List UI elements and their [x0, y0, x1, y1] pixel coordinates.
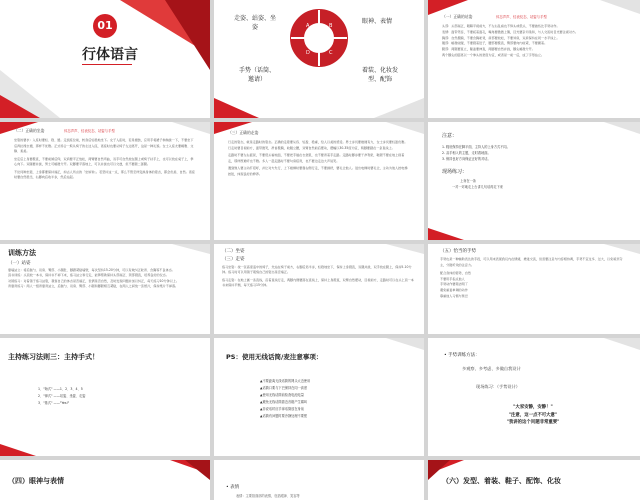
- slide-6-items: [442, 144, 510, 162]
- slide-1-number-circle: 01: [93, 14, 117, 38]
- slide-7-grey-corner: [172, 244, 210, 254]
- slide-3-line: 腹部：略微收腹，不要挺着肚子，腰部要挺直，臀部要向内收紧，不要撅着。: [442, 41, 548, 46]
- donut-letter-a: A: [306, 23, 310, 29]
- slide-12-header: • 手势训练方法：: [444, 353, 480, 358]
- slide-2-grey-corner: [374, 98, 424, 118]
- slide-11-item: ▲不要距离无线话筒的网头太近使用: [260, 379, 311, 383]
- slide-3-line: 胸部：自然挺胸，不要含胸驼背，肩部要放松，不要耸肩，双肩保持在同一水平线上。: [442, 35, 560, 40]
- slide-2-donut-chart: [289, 8, 349, 68]
- slide-4-grey-corner: [172, 122, 210, 134]
- slide-6-item: 1. 鞋底保持在脚平面，主持人的上身方式不同。: [442, 145, 510, 149]
- slide-4-paragraph: 坐定后上身要挺直，不要前倾后仰，双肩要平正放松，两臂要自然弯曲，双手可自然放在腿上或椅子扶手上，也可以放在桌子上，掌心向下。双膝要并拢，男士可略微分开。双脚要平落地上，可以并拢也可以交叠，但不要跷二郎腿。: [14, 156, 194, 166]
- donut-letter-d: D: [306, 50, 310, 56]
- slide-2-label-a: 走姿、站姿、坐姿: [233, 15, 276, 31]
- slide-6-header: 注意：: [442, 133, 458, 139]
- slide-12-grey-corner: [604, 338, 640, 350]
- slide-9-item: 手势动作要简洁明了: [440, 282, 468, 287]
- slide-6-item: 2. 双手相入的主题，走时看地面。: [442, 151, 491, 155]
- slide-2-label-b: 眼神、表情: [362, 18, 393, 25]
- slide-3-lines: [442, 24, 624, 59]
- slide-8-paragraph: 练习坐姿：找一张高度适中的椅子，先站在椅子前方，右脚后退半步，轻稳地坐下，保持上身挺直，双腿并拢，双手放在腿上，保持5-10分钟。练习时可以用镜子观察自己的姿态是否端正。: [222, 265, 412, 275]
- slide-4-paragraph: 不论何种坐姿，上身都要保持端正，如古人所言的「坐如钟」。若坚持这一点，那么不管怎样变换身体的姿态，都会优美、自然。离座时要自然稳当，右脚向后收半步，然后站起。: [14, 169, 195, 179]
- slide-9-grey-corner: [604, 244, 640, 254]
- slide-4-tags: 体态声声、仪表仪态、站姿与手型: [64, 129, 115, 133]
- slide-14-sub: 表情：主要指面部的表情，包括眼神、笑容等: [236, 494, 300, 498]
- slide-1-dark-red-corner: [165, 0, 210, 70]
- slide-9-item: 尊重他人习惯与禁忌: [440, 293, 468, 298]
- slide-8-grey-corner: [386, 244, 424, 254]
- slide-2-label-d: 手势（话筒、邀请）: [238, 67, 275, 83]
- slide-11-item: ▲话筒有问题时要冷静处理不要慌: [260, 414, 308, 418]
- slide-1-title: 行体语言: [82, 47, 138, 63]
- donut-letter-c: C: [329, 50, 333, 56]
- slide-11-title: PS：使用无线话筒/麦注意事项：: [226, 353, 323, 361]
- slide-10-items: [38, 386, 85, 407]
- slide-1-red-corner-bottom: [0, 95, 40, 118]
- slide-11-items: [260, 378, 310, 420]
- slide-9-item: 不要用手指点他人: [440, 276, 465, 281]
- slide-14-bullet: • 表情: [226, 485, 240, 490]
- slide-4-header: （二）正确的坐姿: [14, 128, 45, 133]
- slide-10-title: 主持练习法则三：主持手式！: [8, 353, 99, 361]
- slide-3-line: 腿部：两腿要直立，膝盖要伸直，两脚要自然并拢，脚尖略微分开。: [442, 47, 535, 52]
- slide-3-tags: 体态声声、仪表仪态、站姿与手型: [496, 15, 547, 19]
- slide-9-gestures[interactable]: [428, 244, 640, 334]
- slide-6-notes[interactable]: [428, 122, 640, 240]
- slide-10-item: 1、"始式" ——1、2、3、4、5: [38, 387, 83, 391]
- slide-7-paragraph: 背靠背练习：两人一组背靠背站立，后脑勺、双肩、臀部、小腿和脚跟相互紧贴，在两人之间放一张纸片，保持纸片不掉落。: [8, 284, 179, 289]
- slide-12-line-1: 多观察、多考虑、多做自我设计: [462, 366, 521, 371]
- slide-5-header: （三）正确的走姿: [228, 130, 259, 135]
- slide-5-paragraph: 走路时不要左右摇晃，不要低头看地面，不要把手插在衣袋里，也不要背着手走路。走路时脚步要干净利索，鞋跟不要在地上拖着走，那样既难听也不雅。多人一起走路时不要勾肩搭背，也不要边走边大声说笑。: [228, 153, 405, 163]
- slide-10-rule3[interactable]: [0, 338, 210, 456]
- slide-5-walking[interactable]: [214, 122, 424, 240]
- slide-6-red-corner: [428, 228, 464, 240]
- slide-11-item: ▲非说话时应手拿话筒放在身前: [260, 407, 304, 411]
- slide-10-red-corner: [0, 444, 36, 456]
- slide-8-header: （二）坐姿: [222, 249, 245, 254]
- slide-12-gesture-training[interactable]: [428, 338, 640, 456]
- slide-3-standing[interactable]: [428, 0, 640, 118]
- slide-14-expression[interactable]: [214, 460, 424, 500]
- slide-7-sub: （一）站姿: [8, 261, 31, 266]
- slide-1-underline: [82, 64, 132, 65]
- slide-2-label-c: 着装、化妆发型、配饰: [361, 67, 398, 83]
- slide-9-item: 手势也是一种辅助表达的手段，可以用来表现我们内在情绪，增进交流，但需要注意与内容相协调，手势不宜过多、过大，以免喧宾夺主，分散听众的注意力。: [440, 257, 623, 267]
- slide-6-practice-item: 上身在一条: [460, 179, 476, 183]
- slide-2-red-corner: [214, 98, 259, 118]
- slide-12-quote: "我讲的这个问题非常重要": [506, 420, 560, 425]
- slide-13-eyes[interactable]: [0, 460, 210, 500]
- slide-15-appearance[interactable]: [428, 460, 640, 500]
- donut-letter-b: B: [329, 23, 333, 29]
- slide-5-paragraph: 行走的姿态，就是走路时的姿态。正确的走姿要从容、轻盈、稳重，给人以美的感受。男士步伐要雄健有力，女士步伐要轻盈优雅。行走时要目视前方，面带微笑，昂首挺胸，收腹立腰，双臂自然前后摆动，摆幅以30-35度为宜，两脚要踏在一条直线上。: [228, 140, 408, 150]
- slide-10-item: 3、"基式" ——"Yes!": [38, 401, 70, 405]
- slide-2-diagram[interactable]: [214, 0, 424, 118]
- slide-6-practice-item: 一对一对地走上台讲几句话再走下来: [452, 185, 503, 189]
- slide-4-paragraphs: [14, 138, 196, 181]
- slide-11-item: ▲使用无线话筒前检查电池电量: [260, 393, 304, 397]
- slide-7-title: 训练方法: [8, 249, 36, 257]
- slide-8-paragraphs: [222, 265, 414, 289]
- slide-7-paragraph: 靠墙站立：将后脑勺、双肩、臀部、小腿肚、脚跟紧贴墙壁，每次坚持15-20分钟，可以有效纠正驼背、含胸等不良体态。: [8, 268, 175, 272]
- slide-1-title[interactable]: [0, 0, 210, 118]
- slide-8-sit-walk[interactable]: [214, 244, 424, 334]
- slide-3-line: 两个脚尖的距离以一个拳头的宽度为宜，或者是一前一后，成丁字形站立。: [442, 52, 545, 57]
- slide-13-title: （四）眼神与表情: [8, 477, 64, 485]
- slide-7-paragraph: 顶书训练：头顶放一本书，保持书不掉下来，练习站立和行走，能够帮助保持头部端正、颈部挺直，培养良好的仪态。: [8, 273, 169, 278]
- slide-4-sitting[interactable]: [0, 122, 210, 240]
- slide-10-item: 2、"律式" ——站姿、坐姿、走姿: [38, 394, 86, 398]
- slide-6-grey-corner: [604, 122, 640, 134]
- slide-3-red-corner: [428, 0, 468, 15]
- slide-13-dark-corner: [185, 460, 210, 480]
- slide-8-paragraph: 练习走姿：在地上画一条直线，沿着直线行走，两脚内侧要落在直线上，保持上身挺直，双臂自然摆动，目视前方，走路时可以在头上顶一本书来保持平衡，每天练习15分钟。: [222, 277, 414, 288]
- slide-9-item: 避免重复单调的动作: [440, 287, 468, 292]
- slide-12-quote: "注意，这一点不可大意": [508, 412, 558, 418]
- slide-11-item: ▲话筒口要与下巴保持在同一高度: [260, 386, 308, 390]
- slide-3-header: （一）正确的站姿: [442, 14, 473, 19]
- slide-3-grey-corner: [600, 0, 640, 14]
- slide-6-item: 3. 保持良好方向保证正好的对话。: [442, 157, 491, 161]
- slide-7-training[interactable]: [0, 244, 210, 334]
- slide-15-title: （六）发型、着装、鞋子、配饰、化妆: [442, 477, 561, 485]
- slide-9-item: 配合身体的姿势，自然: [440, 271, 471, 276]
- slide-5-paragraphs: [228, 140, 410, 177]
- slide-6-practice: [452, 178, 503, 190]
- slide-8-header-2: （三）走姿: [222, 257, 245, 262]
- slide-12-line-2: 现场练习：（手势设计）: [476, 384, 520, 389]
- slide-9-items: [440, 257, 628, 299]
- slide-5-paragraph: 遇到熟人要主动打招呼，并让对方先行，上下楼梯时要靠右侧行走，不要拥挤，要礼让他人。进出电梯时要礼让，主动为他人按电梯按钮，体现良好的修养。: [228, 166, 408, 176]
- slide-7-paragraphs: [8, 268, 200, 290]
- slide-12-quote: "大家安静，安静！": [513, 405, 553, 410]
- slide-6-header-practice: 现场练习：: [442, 169, 468, 175]
- slide-4-paragraph: 坐姿的要求：入座时要轻、稳、缓。走到座位前，转身后轻稳地坐下。女子入座时，若是裙装，应用手将裙子稍稍拢一下，不要坐下后再拉拽衣裙，那样不优雅。正式场合一般从椅子的左边入座，离座时也要从椅子左边离开，这是一种礼貌。女士入座尤要娴雅、文静、柔美。: [14, 138, 194, 153]
- slide-11-microphone[interactable]: [214, 338, 424, 456]
- slide-12-quotes: [458, 404, 608, 427]
- slide-3-line: 表情：面带笑容，不要板着面孔，嘴角要微微上翘，目光要亲切柔和，与人交流时目光要注视对方。: [442, 29, 579, 34]
- slide-7-paragraph: 对镜练习：对着镜子练习站姿，观察自己的体态是否端正，表情是否自然，及时发现问题并加以纠正，每天练习10分钟以上。: [8, 278, 179, 283]
- slide-3-line: 头部：头部端正，眼睛平视前方，不左右乱看也不仰头或低头，不要做些比手势动作。: [442, 24, 560, 28]
- slide-11-grey-corner: [386, 338, 424, 350]
- slide-5-grey-corner: [386, 122, 424, 134]
- slide-11-item: ▲避免无线话筒靠近音箱产生啸叫: [260, 400, 308, 404]
- slide-9-header: （五）恰当的手势: [440, 249, 476, 254]
